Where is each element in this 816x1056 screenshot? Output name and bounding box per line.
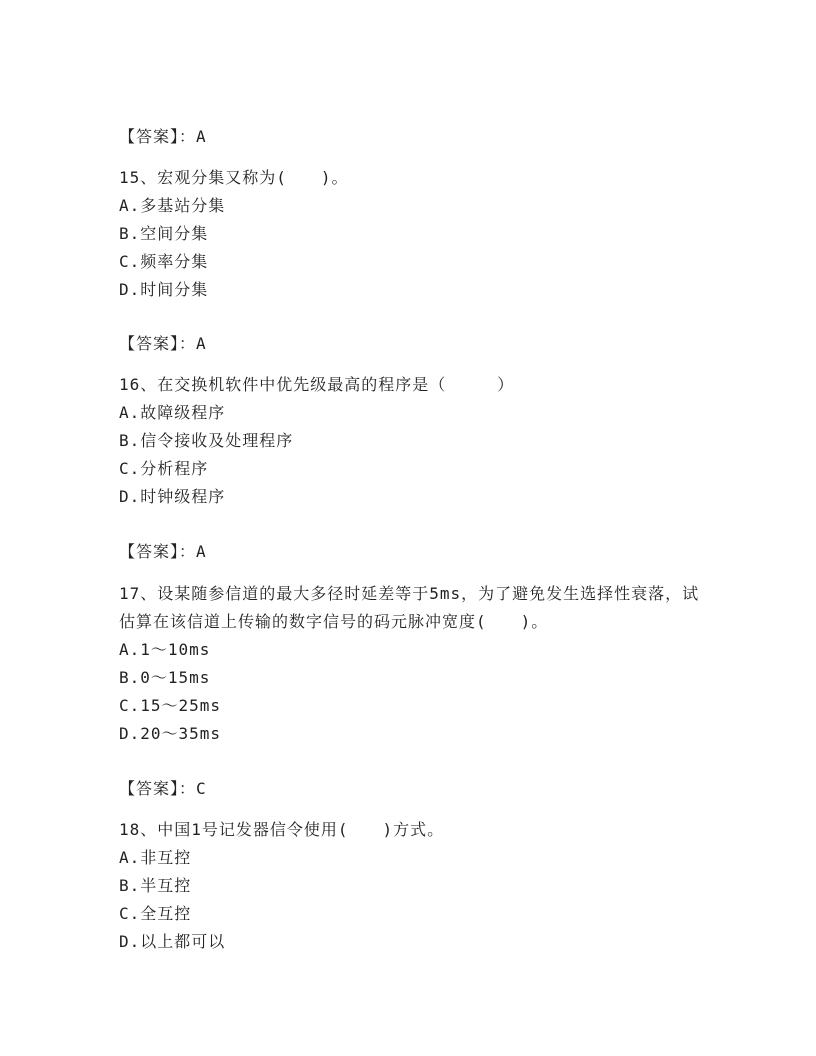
question-18 <box>119 816 709 956</box>
question-16-stem: 16、在交换机软件中优先级最高的程序是（ ） <box>119 375 515 394</box>
question-15-option-d: D.时间分集 <box>119 280 209 299</box>
question-16-option-c: C.分析程序 <box>119 459 209 478</box>
question-17-option-a: A.1～10ms <box>119 640 211 659</box>
answer-line-17: 【答案】：C <box>119 779 207 798</box>
question-17 <box>119 580 709 748</box>
answer-line-16: 【答案】：A <box>119 542 207 561</box>
question-16-option-d: D.时钟级程序 <box>119 487 226 506</box>
question-15 <box>119 164 709 304</box>
question-16-option-a: A.故障级程序 <box>119 403 226 422</box>
question-17-option-d: D.20～35ms <box>119 724 222 743</box>
question-18-option-b: B.半互控 <box>119 876 192 895</box>
question-18-option-c: C.全互控 <box>119 904 192 923</box>
question-16-option-b: B.信令接收及处理程序 <box>119 431 294 450</box>
question-18-option-d: D.以上都可以 <box>119 932 226 951</box>
question-17-option-c: C.15～25ms <box>119 696 222 715</box>
question-16 <box>119 371 709 511</box>
question-17-stem: 17、设某随参信道的最大多径时延差等于5ms，为了避免发生选择性衰落，试估算在该信道上传输的数字信号的码元脉冲宽度( )。 <box>119 584 700 631</box>
answer-line-15: 【答案】：A <box>119 334 207 353</box>
answer-line-14: 【答案】：A <box>119 127 207 146</box>
question-15-option-c: C.频率分集 <box>119 252 209 271</box>
question-18-option-a: A.非互控 <box>119 848 192 867</box>
question-15-stem: 15、宏观分集又称为( )。 <box>119 168 349 187</box>
question-15-option-b: B.空间分集 <box>119 224 209 243</box>
question-17-option-b: B.0～15ms <box>119 668 211 687</box>
question-18-stem: 18、中国1号记发器信令使用( )方式。 <box>119 820 445 839</box>
question-15-option-a: A.多基站分集 <box>119 196 226 215</box>
